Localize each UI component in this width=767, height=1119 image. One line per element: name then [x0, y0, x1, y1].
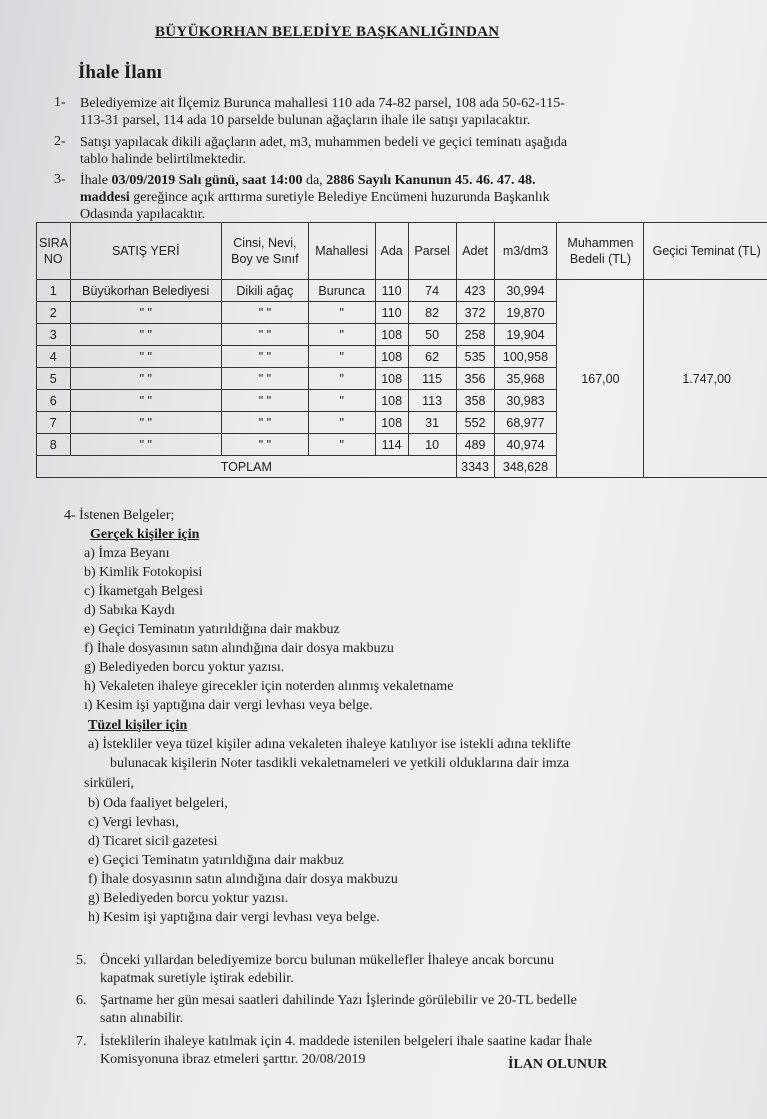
column-header: SATIŞ YERİ [70, 223, 222, 280]
estimated-value-cell: 167,00 [557, 280, 644, 478]
column-header: Parsel [408, 223, 456, 280]
column-header: Mahallesi [308, 223, 375, 280]
column-header: Adet [456, 223, 494, 280]
cell-no: 8 [37, 434, 71, 456]
total-label: TOPLAM [37, 456, 457, 478]
cell-neighborhood: " [308, 368, 375, 390]
column-header: SIRA NO [37, 223, 71, 280]
cell-adet: 535 [456, 346, 494, 368]
list-item: h) Vekaleten ihaleye girecekler için noterden alınmış vekaletname [84, 679, 454, 694]
list-item: a) İmza Beyanı [84, 546, 170, 561]
item-number: 6. [76, 993, 87, 1008]
tender-table [36, 222, 767, 478]
item3-line1: İhale 03/09/2019 Salı günü, saat 14:00 da, 2886 Sayılı Kanunun 45. 46. 47. 48. [80, 173, 536, 188]
cell-volume: 30,983 [494, 390, 557, 412]
cell-parsel: 74 [408, 280, 456, 302]
list-item: g) Belediyeden borcu yoktur yazısı. [88, 891, 289, 906]
cell-type: " " [222, 390, 309, 412]
cell-neighborhood: " [308, 434, 375, 456]
cell-no: 5 [37, 368, 71, 390]
cell-volume: 19,870 [494, 302, 557, 324]
cell-ada: 108 [375, 390, 408, 412]
cell-type: " " [222, 412, 309, 434]
item1-line2: 113-31 parsel, 114 ada 10 parselde bulunan ağaçların ihale ile satışı yapılacaktır. [80, 113, 531, 128]
cell-type: " " [222, 368, 309, 390]
list-item: d) Ticaret sicil gazetesi [88, 834, 218, 849]
cell-type: " " [222, 346, 309, 368]
cell-parsel: 62 [408, 346, 456, 368]
cell-ada: 108 [375, 412, 408, 434]
item2-line2: tablo halinde belirtilmektedir. [80, 152, 247, 167]
issuer-header: BÜYÜKORHAN BELEDİYE BAŞKANLIĞINDAN [155, 24, 500, 40]
cell-adet: 356 [456, 368, 494, 390]
list-item: b) Oda faaliyet belgeleri, [88, 796, 228, 811]
item5-line1: Önceki yıllardan belediyemize borcu bulunan mükellefler İhaleye ancak borcunu [100, 953, 555, 968]
list-item-continuation: bulunacak kişilerin Noter tasdikli vekaletnameleri ve yetkili olduklarına dair imza [110, 756, 570, 771]
cell-location: " " [70, 412, 222, 434]
cell-neighborhood: " [308, 346, 375, 368]
list-item: d) Sabıka Kaydı [84, 603, 175, 618]
cell-parsel: 115 [408, 368, 456, 390]
cell-adet: 258 [456, 324, 494, 346]
item5-line2: kapatmak suretiyle iştirak edebilir. [100, 971, 294, 986]
documents-heading: 4- İstenen Belgeler; [64, 508, 175, 523]
cell-no: 1 [37, 280, 71, 302]
cell-location: " " [70, 434, 222, 456]
cell-type: " " [222, 324, 309, 346]
cell-volume: 35,968 [494, 368, 557, 390]
column-header: Muhammen Bedeli (TL) [557, 223, 644, 280]
total-adet: 3343 [456, 456, 494, 478]
page-title: İhale İlanı [78, 62, 162, 83]
item6-line2: satın alınabilir. [100, 1011, 184, 1026]
cell-parsel: 31 [408, 412, 456, 434]
cell-ada: 114 [375, 434, 408, 456]
cell-volume: 68,977 [494, 412, 557, 434]
list-item: g) Belediyeden borcu yoktur yazısı. [84, 660, 285, 675]
cell-no: 3 [37, 324, 71, 346]
item6-line1: Şartname her gün mesai saatleri dahilinde Yazı İşlerinde görülebilir ve 20-TL bedelle [100, 993, 577, 1008]
item7-line1: İsteklilerin ihaleye katılmak için 4. maddede istenilen belgeleri ihale saatine kadar İhale [100, 1034, 593, 1049]
legal-persons-title: Tüzel kişiler için [88, 718, 188, 733]
cell-adet: 372 [456, 302, 494, 324]
list-item: f) İhale dosyasının satın alındığına dair dosya makbuzu [88, 872, 398, 887]
cell-volume: 40,974 [494, 434, 557, 456]
table-header-row [37, 223, 767, 280]
cell-location: " " [70, 346, 222, 368]
list-item: ı) Kesim işi yaptığına dair vergi levhası veya belge. [84, 698, 373, 713]
cell-type: Dikili ağaç [222, 280, 309, 302]
cell-adet: 423 [456, 280, 494, 302]
list-item: h) Kesim işi yaptığına dair vergi levhası veya belge. [88, 910, 380, 925]
cell-no: 7 [37, 412, 71, 434]
item-number: 2- [54, 134, 66, 149]
list-item: c) İkametgah Belgesi [84, 584, 203, 599]
deposit-cell: 1.747,00 [644, 280, 767, 478]
cell-ada: 110 [375, 302, 408, 324]
cell-neighborhood: " [308, 302, 375, 324]
cell-location: " " [70, 302, 222, 324]
cell-neighborhood: Burunca [308, 280, 375, 302]
closing-statement: İLAN OLUNUR [508, 1057, 608, 1072]
cell-no: 4 [37, 346, 71, 368]
item-number: 7. [76, 1034, 87, 1049]
list-item: e) Geçici Teminatın yatırıldığına dair makbuz [88, 853, 344, 868]
cell-ada: 108 [375, 346, 408, 368]
cell-adet: 358 [456, 390, 494, 412]
column-header: m3/dm3 [494, 223, 557, 280]
list-item: b) Kimlik Fotokopisi [84, 565, 203, 580]
cell-parsel: 113 [408, 390, 456, 412]
cell-location: Büyükorhan Belediyesi [70, 280, 222, 302]
cell-no: 6 [37, 390, 71, 412]
column-header: Ada [375, 223, 408, 280]
cell-type: " " [222, 434, 309, 456]
total-volume: 348,628 [494, 456, 557, 478]
cell-adet: 552 [456, 412, 494, 434]
cell-volume: 100,958 [494, 346, 557, 368]
cell-neighborhood: " [308, 324, 375, 346]
cell-ada: 108 [375, 368, 408, 390]
cell-neighborhood: " [308, 390, 375, 412]
cell-neighborhood: " [308, 412, 375, 434]
item1-line1: Belediyemize ait İlçemiz Burunca mahallesi 110 ada 74-82 parsel, 108 ada 50-62-115- [80, 96, 565, 111]
cell-parsel: 10 [408, 434, 456, 456]
item-number: 1- [54, 95, 66, 110]
cell-ada: 108 [375, 324, 408, 346]
cell-adet: 489 [456, 434, 494, 456]
list-item: c) Vergi levhası, [88, 815, 179, 830]
table-row [37, 280, 767, 302]
cell-volume: 30,994 [494, 280, 557, 302]
cell-type: " " [222, 302, 309, 324]
list-item-continuation: sirküleri, [84, 776, 135, 791]
cell-location: " " [70, 368, 222, 390]
column-header: Cinsi, Nevi, Boy ve Sınıf [222, 223, 309, 280]
cell-parsel: 82 [408, 302, 456, 324]
cell-volume: 19,904 [494, 324, 557, 346]
cell-location: " " [70, 324, 222, 346]
item-number: 3- [54, 172, 66, 187]
cell-parsel: 50 [408, 324, 456, 346]
list-item: e) Geçici Teminatın yatırıldığına dair makbuz [84, 622, 340, 637]
real-persons-title: Gerçek kişiler için [90, 527, 200, 542]
item3-line2: maddesi gereğince açık arttırma suretiyle Belediye Encümeni huzurunda Başkanlık [80, 190, 550, 205]
item7-line2: Komisyonuna ibraz etmeleri şarttır. 20/08/2019 [100, 1052, 366, 1067]
cell-location: " " [70, 390, 222, 412]
list-item: f) İhale dosyasının satın alındığına dair dosya makbuzu [84, 641, 394, 656]
cell-ada: 110 [375, 280, 408, 302]
item3-line3: Odasında yapılacaktır. [80, 207, 206, 222]
column-header: Geçici Teminat (TL) [644, 223, 767, 280]
cell-no: 2 [37, 302, 71, 324]
item2-line1: Satışı yapılacak dikili ağaçların adet, m3, muhammen bedeli ve geçici teminatı aşağıda [80, 135, 568, 150]
item-number: 5. [76, 953, 87, 968]
list-item: a) İstekliler veya tüzel kişiler adına vekaleten ihaleye katılıyor ise istekli adına teklifte [88, 737, 571, 752]
